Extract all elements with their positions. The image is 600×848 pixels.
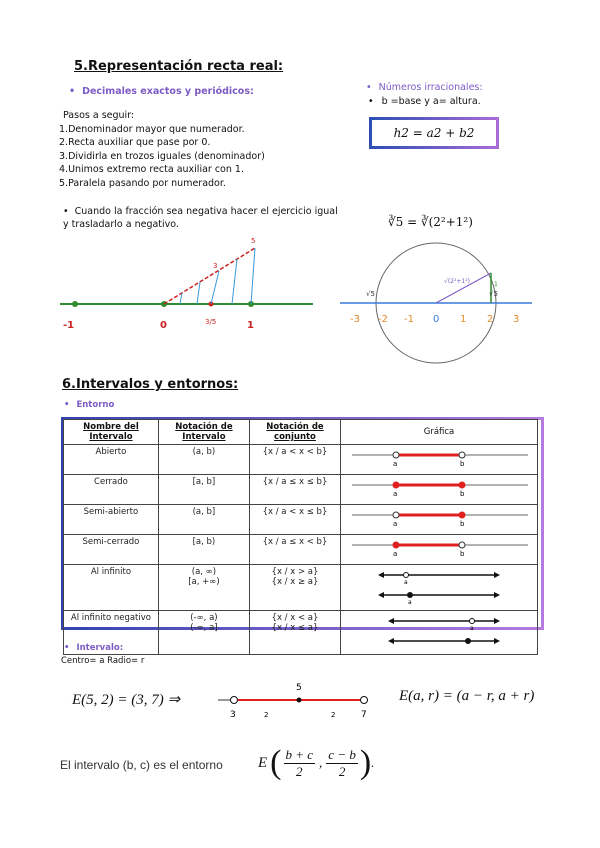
table-row <box>64 535 538 565</box>
irrational-note: • b =base y a= altura. <box>368 96 481 107</box>
join-line <box>251 248 255 304</box>
table-header-row <box>64 420 538 445</box>
row-graph <box>341 535 538 565</box>
decimals-heading: • Decimales exactos y periódicos: <box>69 86 254 97</box>
row-graph <box>341 475 538 505</box>
svg-text:a: a <box>404 579 408 586</box>
row-name: Al infinito negativo <box>64 611 159 655</box>
parallel-2 <box>197 282 200 304</box>
row-set: {x / a < x ≤ b} <box>249 505 340 535</box>
example-number-line <box>218 680 383 720</box>
irrational-number-line <box>338 228 534 378</box>
negative-note: • Cuando la fracción sea negativa hacer el ejercicio igual y trasladarlo a negativo. <box>63 206 338 230</box>
hypotenuse-label: √(2²+1²) <box>444 278 470 285</box>
row-set: {x / a < x < b} <box>249 445 340 475</box>
row-set: {x / x < a} {x / x ≤ a} <box>249 611 340 655</box>
fraction-number-line <box>58 228 318 348</box>
tick-sqrt5-right: √5 <box>489 290 498 298</box>
example-right: E(a, r) = (a − r, a + r) <box>399 688 535 704</box>
svg-text:a: a <box>393 460 398 468</box>
intervalo-heading: • Intervalo: <box>64 643 123 653</box>
point-minus1 <box>72 301 78 307</box>
example-left: E(5, 2) = (3, 7) ⇒ <box>72 692 181 708</box>
auxiliary-line <box>164 248 255 304</box>
row-set: {x / a ≤ x < b} <box>249 535 340 565</box>
steps-intro: Pasos a seguir: <box>63 110 135 121</box>
label-3: 3 <box>513 314 520 325</box>
label-minus2: -2 <box>378 314 388 325</box>
parallel-3 <box>211 271 219 304</box>
mark-3: 3 <box>230 710 236 720</box>
step-1: 1.Denominador mayor que numerador. <box>59 123 245 135</box>
svg-text:b: b <box>460 490 465 498</box>
svg-text:a: a <box>408 599 412 605</box>
label-0: 0 <box>433 314 440 325</box>
mark-3: 3 <box>213 262 218 270</box>
svg-text:b: b <box>460 520 465 528</box>
mark-r2: 2 <box>331 711 336 719</box>
row-notation: [a, b) <box>158 535 249 565</box>
svg-text:a: a <box>393 550 398 558</box>
row-notation: [a, b] <box>158 475 249 505</box>
row-notation: (a, ∞) [a, +∞) <box>158 565 249 611</box>
table-row <box>64 611 538 655</box>
pythagoras-formula: h2 = a2 + b2 <box>369 117 499 149</box>
header-notation: Notación de Intervalo <box>158 420 249 445</box>
svg-text:b: b <box>460 550 465 558</box>
step-5: 5.Paralela pasando por numerador. <box>59 177 226 189</box>
height-label: 1 <box>494 281 498 288</box>
section5-title: 5.Representación recta real: <box>74 59 284 74</box>
row-set: {x / a ≤ x ≤ b} <box>249 475 340 505</box>
label-0: 0 <box>160 320 167 331</box>
label-minus1: -1 <box>404 314 414 325</box>
row-name: Semi-cerrado <box>64 535 159 565</box>
table-row <box>64 565 538 611</box>
mark-r1: 2 <box>264 711 269 719</box>
label-1: 1 <box>247 320 254 331</box>
centro-radio: Centro= a Radio= r <box>61 656 145 666</box>
tick-sqrt5-left: √5 <box>366 290 375 298</box>
step-2: 2.Recta auxiliar que pase por 0. <box>59 137 211 148</box>
row-name: Cerrado <box>64 475 159 505</box>
label-three-fifths: 3/5 <box>205 318 217 326</box>
table-row <box>64 445 538 475</box>
interval-table <box>63 419 538 655</box>
header-set: Notación de conjunto <box>249 420 340 445</box>
row-graph <box>341 445 538 475</box>
root-formula: ∛5 = ∛(2²+1²) <box>388 215 473 229</box>
row-set: {x / x > a} {x / x ≥ a} <box>249 565 340 611</box>
row-graph <box>341 565 538 611</box>
final-text: El intervalo (b, c) es el entorno <box>60 758 223 772</box>
header-graph: Gráfica <box>341 420 538 445</box>
label-2: 2 <box>487 314 494 325</box>
entorno-heading: • Entorno <box>64 400 114 410</box>
irrational-heading: • Números irracionales: <box>366 82 483 93</box>
parallel-4 <box>232 259 237 304</box>
label-minus3: -3 <box>350 314 360 325</box>
steps-list <box>59 109 265 190</box>
svg-text:a: a <box>393 520 398 528</box>
table-row <box>64 475 538 505</box>
svg-text:b: b <box>460 460 465 468</box>
row-notation: (-∞, a) (-∞, a] <box>158 611 249 655</box>
header-name: Nombre del Intervalo <box>64 420 159 445</box>
final-formula: E ( b + c 2 , c − b 2 ) . <box>258 744 375 781</box>
svg-text:a: a <box>393 490 398 498</box>
step-4: 4.Unimos extremo recta auxiliar con 1. <box>59 164 244 175</box>
label-1: 1 <box>460 314 467 325</box>
row-name: Al infinito <box>64 565 159 611</box>
row-name: Abierto <box>64 445 159 475</box>
row-graph <box>341 505 538 535</box>
row-name: Semi-abierto <box>64 505 159 535</box>
step-3: 3.Dividirla en trozos iguales (denominador) <box>59 150 265 162</box>
svg-text:a: a <box>470 625 474 632</box>
mark-7: 7 <box>361 710 367 720</box>
mark-5: 5 <box>251 237 256 245</box>
row-graph <box>341 611 538 655</box>
label-minus1: -1 <box>63 320 75 331</box>
row-notation: (a, b) <box>158 445 249 475</box>
section6-title: 6.Intervalos y entornos: <box>62 377 239 392</box>
table-row <box>64 505 538 535</box>
mark-center: 5 <box>296 683 302 693</box>
row-notation: (a, b] <box>158 505 249 535</box>
